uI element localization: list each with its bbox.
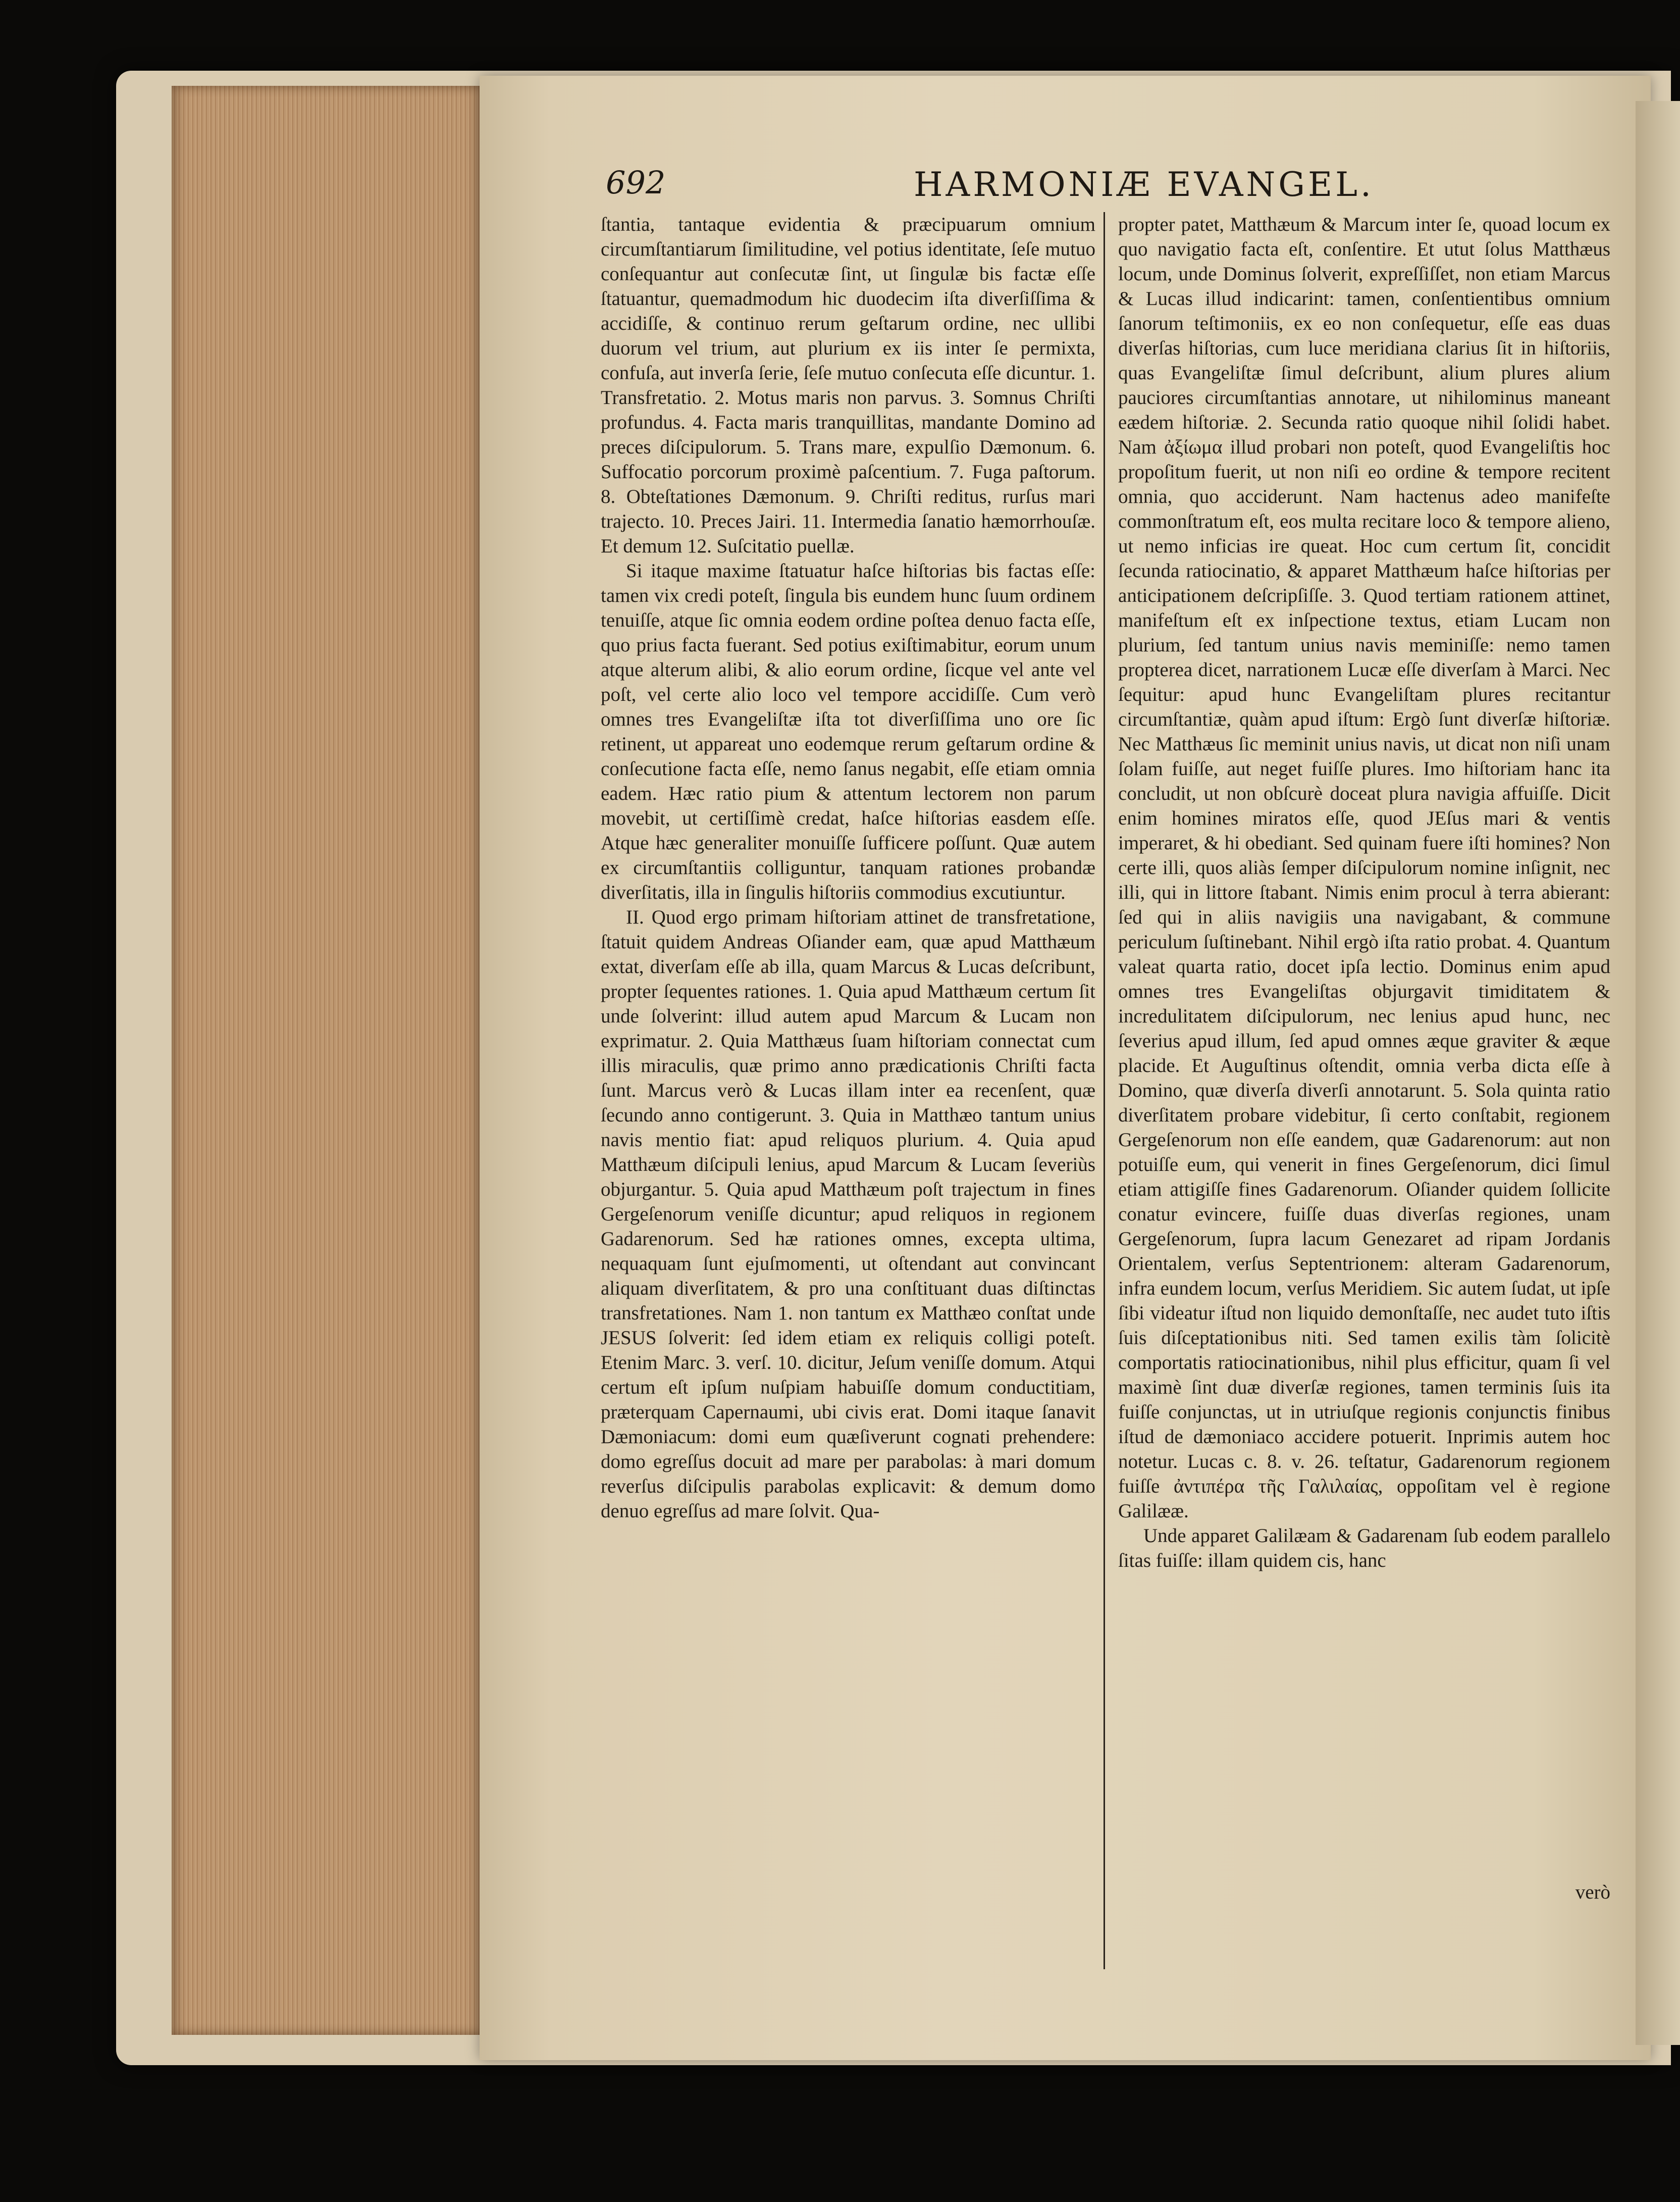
page-header	[606, 159, 1625, 215]
facing-page-edge	[1636, 101, 1680, 2045]
running-head: HARMONIÆ EVANGEL.	[914, 165, 1374, 204]
catchword: verò	[1575, 1881, 1610, 1903]
right-column	[1118, 212, 1610, 1573]
catchword-line	[1118, 1881, 1610, 1904]
page-number: 692	[606, 164, 666, 201]
paragraph: propter patet, Matthæum & Marcum inter ſe, quoad locum ex quo navigatio facta eſt, conſentire. Et utut ſolus Matthæus locum, unde Dominus ſolverit, expreſſiſſet, non etiam Marcus & Lucas illud indicarint: tamen, conſentientibus omnium ſanorum teſtimoniis, ex eo non conſequetur, eſſe eas duas diverſas hiſtorias, cum luce meridiana clarius ſit in hiſtoriis, quas Evangeliſtæ ſimul deſcribunt, alium plures alium pauciores circumſtantias annotare, ut nihilominus maneant eædem hiſtoriæ. 2. Secunda ratio quoque nihil ſolidi habet. Nam ἀξίωμα illud probari non poteſt, quod Evangeliſtis hoc propoſitum fuerit, ut non niſi eo ordine & tempore recitent omnia, quo acciderunt. Nam hactenus adeo manifeſte commonſtratum eſt, eos multa recitare loco & tempore alieno, ut nemo inficias ire queat. Hoc cum certum ſit, concidit ſecunda ratiocinatio, & apparet Matthæum haſce hiſtorias per anticipationem deſcripſiſſe. 3. Quod tertiam rationem attinet, manifeſtum eſt ex inſpectione textus, etiam Lucam non plurium, ſed tantum unius navis meminiſſe: nemo tamen propterea dicet, narrationem Lucæ eſſe diverſam à Marci. Nec ſequitur: apud hunc Evangeliſtam plures recitantur circumſtantiæ, quàm apud iſtum: Ergò ſunt diverſæ hiſtoriæ. Nec Matthæus ſic meminit unius navis, ut dicat non niſi unam ſolam fuiſſe, aut neget fuiſſe plures. Imo hiſtoriam hanc ita concludit, ut non obſcurè doceat plura navigia affuiſſe. Dicit enim homines miratos eſſe, quod JEſus mari & ventis imperaret, & hi obediant. Sed quinam fuere iſti homines? Non certe illi, quos aliàs ſemper diſcipulorum nomine inſignit, nec illi, qui in littore ſtabant. Nimis enim procul à terra abierant: ſed qui in aliis navigiis una navigabant, & commune periculum ſuſtinebant. Nihil ergò iſta ratio probat. 4. Quantum valeat quarta ratio, docet ipſa lectio. Dominus enim apud omnes tres Evangeliſtas objurgavit timiditatem & incredulitatem diſcipulorum, nec lenius apud hunc, nec ſeverius apud illum, ſed apud omnes æque graviter & æque placide. Et Auguſtinus oſtendit, omnia verba dicta eſſe à Domino, quæ diverſa diverſi annotarunt. 5. Sola quinta ratio diverſitatem probare videbitur, ſi certo conſtabit, regionem Gergeſenorum non eſſe eandem, quæ Gadarenorum: aut non potuiſſe eum, qui venerit in fines Gergeſenorum, dici ſimul etiam attigiſſe fines Gadarenorum. Oſiander quidem ſollicite conatur evincere, fuiſſe duas diverſas regiones, unam Gergeſenorum, ſupra lacum Genezaret ad ripam Jordanis Orientalem, verſus Septentrionem: alteram Gadarenorum, infra eundem locum, verſus Meridiem. Sic autem ſudat, ut ipſe ſibi videatur iſtud non liquido demonſtaſſe, nec audet tuto iſtis ſuis diſceptationibus niti. Sed tamen exilis tàm ſolicitè comportatis ratiocinationibus, nihil plus efficitur, quam ſi vel maximè ſint duæ diverſæ regiones, tamen terminis ſuis ita fuiſſe conjunctas, ut in utriuſque regionis conjunctis finibus iſtud de dæmoniaco accidere potuerit. Inprimis autem hoc notetur. Lucas c. 8. v. 26. teſtatur, Gadarenorum regionem fuiſſe ἀντιπέρα τῆς Γαλιλαίας, oppoſitam vel è regione Galilææ.	[1118, 214, 1610, 1522]
column-rule	[1104, 212, 1105, 1969]
left-column	[601, 212, 1095, 1523]
paragraph: Unde apparet Galilæam & Gadarenam ſub eodem parallelo ſitas fuiſſe: illam quidem cis, hanc	[1118, 1525, 1610, 1571]
page-edges	[172, 86, 485, 2035]
paragraph: Si itaque maxime ſtatuatur haſce hiſtorias bis factas eſſe: tamen vix credi poteſt, ſingula bis eundem hunc ſuum ordinem tenuiſſe, atque ſic omnia eodem ordine poſtea denuo facta eſſe, quo prius facta fuerant. Sed potius exiſtimabitur, eorum unum atque alterum alibi, & alio eorum ordine, ſicque vel ante vel poſt, vel certe alio loco vel tempore accidiſſe. Cum verò omnes tres Evangeliſtæ iſta tot diverſiſſima uno ore ſic retinent, ut appareat uno eodemque rerum geſtarum ordine & conſecutione facta eſſe, nemo ſanus negabit, eſſe etiam omnia eadem. Hæc ratio pium & attentum lectorem non parum movebit, ut certiſſimè credat, haſce hiſtorias easdem eſſe. Atque hæc generaliter monuiſſe ſufficere poſſunt. Quæ autem ex circumſtantiis colliguntur, tanquam rationes probandæ diverſitatis, illa in ſingulis hiſtoriis commodius excutiuntur.	[601, 560, 1095, 903]
paragraph: ſtantia, tantaque evidentia & præcipuarum omnium circumſtantiarum ſimilitudine, vel potius identitate, ſeſe mutuo conſequantur aut conſecutæ ſint, ut ſingulæ bis factæ eſſe ſtatuantur, quemadmodum hic duodecim iſta diverſiſſima & accidiſſe, & continuo rerum geſtarum ordine, nec ullibi duorum vel trium, aut plurium ex iis inter ſe permixta, confuſa, aut inverſa ſerie, ſeſe mutuo conſecuta eſſe dicuntur. 1. Transfretatio. 2. Motus maris non parvus. 3. Somnus Chriſti profundus. 4. Facta maris tranquillitas, mandante Domino ad preces diſcipulorum. 5. Trans mare, expulſio Dæmonum. 6. Suffocatio porcorum proximè paſcentium. 7. Fuga paſtorum. 8. Obteſtationes Dæmonum. 9. Chriſti reditus, rurſus mari trajecto. 10. Preces Jairi. 11. Intermedia ſanatio hæmorrhouſæ. Et demum 12. Suſcitatio puellæ.	[601, 214, 1095, 557]
paragraph: II. Quod ergo primam hiſtoriam attinet de transfretatione, ſtatuit quidem Andreas Oſiander eam, quæ apud Matthæum extat, diverſam eſſe ab illa, quam Marcus & Lucas deſcribunt, propter ſequentes rationes. 1. Quia apud Matthæum certum ſit unde ſolverint: illud autem apud Marcum & Lucam non exprimatur. 2. Quia Matthæus ſuam hiſtoriam connectat cum illis miraculis, quæ primo anno prædicationis Chriſti facta ſunt. Marcus verò & Lucas illam inter ea recenſent, quæ ſecundo anno contigerunt. 3. Quia in Matthæo tantum unius navis mentio fiat: apud reliquos plurium. 4. Quia apud Matthæum diſcipuli lenius, apud Marcum & Lucam ſeveriùs objurgantur. 5. Quia apud Matthæum poſt trajectum in fines Gergeſenorum veniſſe dicuntur; apud reliquos in regionem Gadarenorum. Sed hæ rationes omnes, excepta ultima, nequaquam ſunt ejuſmomenti, ut oſtendant aut convincant aliquam diverſitatem, & pro una conſtituant duas diſtinctas transfretationes. Nam 1. non tantum ex Matthæo conſtat unde JESUS ſolverit: ſed idem etiam ex reliquis colligi poteſt. Etenim Marc. 3. verſ. 10. dicitur, Jeſum veniſſe domum. Atqui certum eſt ipſum nuſpiam habuiſſe domum conductitiam, præterquam Capernaumi, ubi civis erat. Domi itaque ſanavit Dæmoniacum: domi eum quæſiverunt cognati prehendere: domo egreſſus docuit ad mare per parabolas: à mari domum reverſus diſcipulis parabolas explicavit: & demum domo denuo egreſſus ad mare ſolvit. Qua-	[601, 906, 1095, 1522]
